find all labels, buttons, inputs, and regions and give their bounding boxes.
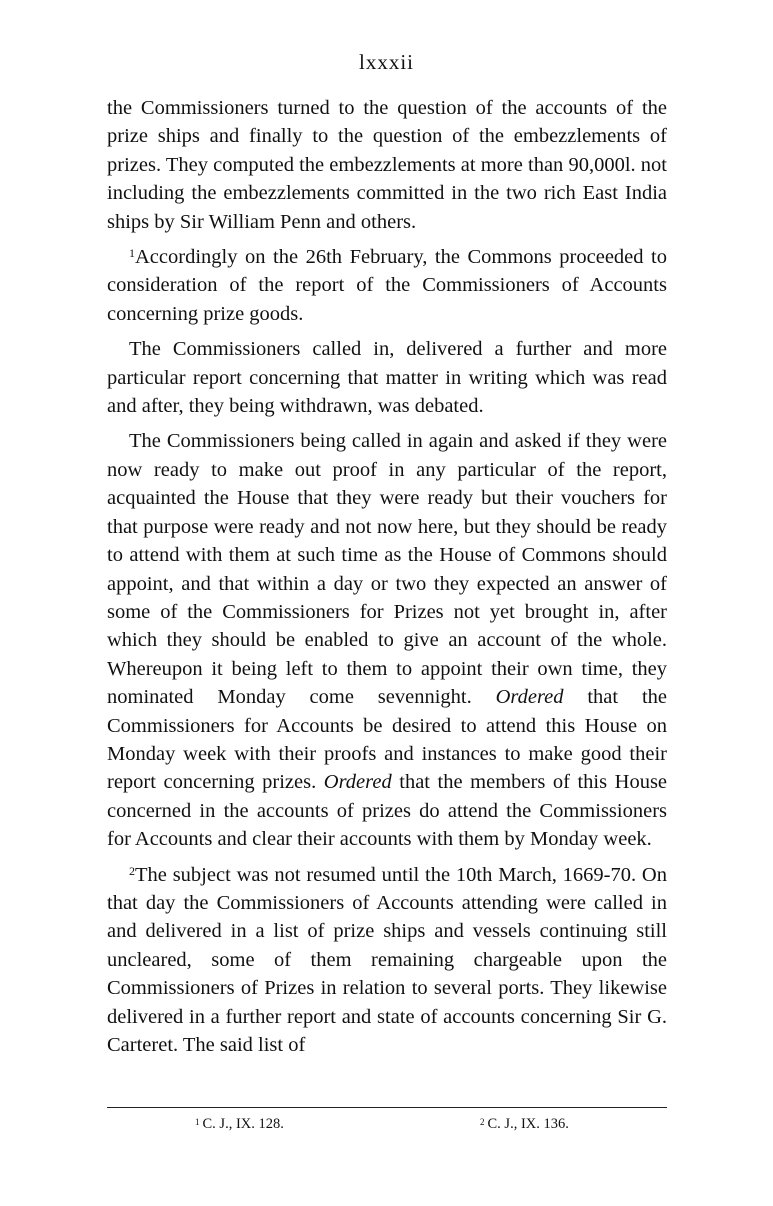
paragraph-3: The Commissioners called in, delivered a further and more particular report concerning that matter in writing which was read and after, they being withdrawn, was debated. [107,338,667,418]
footnote-ref-1: 1 [129,246,135,261]
paragraph-4-text-b: that the Commissioners for Accounts be desired to attend this House on Monday week with their proofs and instances to make good their report concerning prizes. [107,686,667,794]
footnote-mark-2: 2 [480,1117,485,1127]
footnote-1 [195,1116,284,1133]
footnote-1-text: C. J., IX. 128. [202,1116,284,1132]
paragraph-2-text: Accordingly on the 26th February, the Commons proceeded to consideration of the report of the Commissioners of Accounts concerning prize goods. [107,246,667,325]
footnote-ref-2: 2 [129,863,135,878]
paragraph-5 [107,861,667,1060]
paragraph-5-text: The subject was not resumed until the 10th March, 1669-70. On that day the Commissioners of Accounts attending were called in and delivered in a list of prize ships and vessels continuing still uncleared, some of them remaining chargeable upon the Commissioners of Prizes in relation to several ports. They likewise delivered in a further report and state of accounts concerning Sir G. Carteret. The said list of [107,863,667,1056]
paragraph-1: the Commissioners turned to the question of the accounts of the prize ships and finally to the question of the embezzlements of prizes. They computed the embezzlements at more than 90,000l. not including the embezzlements committed in the two rich East India ships by Sir William Penn and others. [107,97,667,233]
page-number: lxxxii [358,50,414,74]
footnote-mark-1: 1 [195,1117,200,1127]
paragraph-4-text-c: that the members of this House concerned in the accounts of prizes do attend the Commissioners for Accounts and clear their accounts with them by Monday week. [107,771,668,851]
paragraph-2 [107,243,667,328]
paragraph-4-text-a: The Commissioners being called in again and asked if they were now ready to make out proof in any particular of the report, acquainted the House that they were ready but their vouchers for that purpose were ready and not now here, but they should be ready to attend with them at such time as the House of Commons should appoint, and that within a day or two they expected an answer of some of the Commissioners for Prizes not yet brought in, after which they should be enabled to give an account of the whole. Whereupon it being left to them to appoint their own time, they nominated Monday come sevennight. [107,430,667,709]
footnote-2-text: C. J., IX. 136. [487,1116,569,1132]
paragraph-4 [107,427,667,853]
footnote-2 [480,1116,569,1133]
ordered-emphasis-2: Ordered [323,771,392,794]
ordered-emphasis-1: Ordered [495,686,564,709]
footnote-rule [107,1107,667,1108]
body-text [107,94,667,1066]
